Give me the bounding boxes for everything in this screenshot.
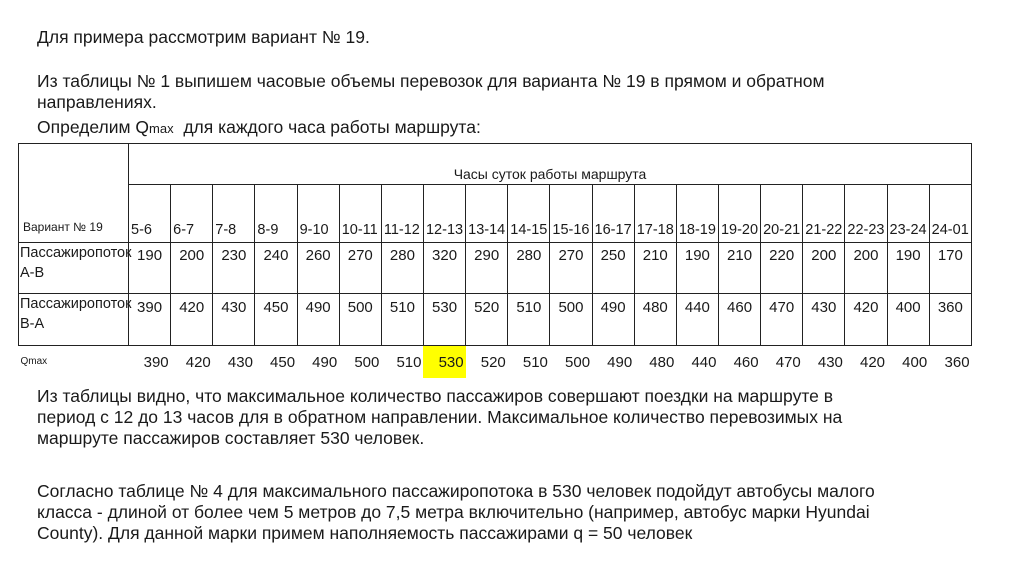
paragraph-line: Из таблицы видно, что максимальное количество пассажиров совершают поездки на маршруте в: [37, 386, 834, 406]
hour-header: 16-17: [592, 185, 634, 243]
row-label-qmax: Qmax: [20, 356, 48, 367]
qmax-cell: 390: [143, 353, 169, 371]
qmax-cell: 430: [227, 353, 253, 371]
paragraph-line: Из таблицы № 1 выпишем часовые объемы перевозок для варианта № 19 в прямом и обратном: [37, 71, 825, 91]
hour-header: 12-13: [423, 185, 465, 243]
table-cell: 400: [887, 294, 929, 346]
hour-header: 7-8: [213, 185, 255, 243]
hour-header: 5-6: [129, 185, 171, 243]
qmax-cell: 430: [817, 353, 843, 371]
table-cell: 510: [381, 294, 423, 346]
qmax-cell: 420: [860, 353, 886, 371]
qmax-cell: 520: [480, 353, 506, 371]
table-cell: 270: [339, 243, 381, 294]
table-cell: 480: [634, 294, 676, 346]
table-cell: 500: [550, 294, 592, 346]
table-cell: 420: [845, 294, 887, 346]
qmax-cell: 420: [185, 353, 211, 371]
table-cell: 200: [803, 243, 845, 294]
qmax-cell: 480: [649, 353, 675, 371]
table-cell: 210: [718, 243, 760, 294]
table-cell: 390: [129, 294, 171, 346]
table-cell: 470: [761, 294, 803, 346]
table-cell: 530: [423, 294, 465, 346]
table-cell: 190: [676, 243, 718, 294]
qmax-cell: 450: [270, 353, 296, 371]
qmax-cell: 460: [733, 353, 759, 371]
hour-header: 10-11: [339, 185, 381, 243]
table-corner-label: Вариант № 19: [19, 144, 129, 243]
table-cell: 170: [929, 243, 971, 294]
hour-header: 14-15: [508, 185, 550, 243]
table-cell: 190: [129, 243, 171, 294]
paragraph-line: направлениях.: [37, 92, 157, 112]
table-cell: 450: [255, 294, 297, 346]
table-cell: 240: [255, 243, 297, 294]
hour-header: 20-21: [761, 185, 803, 243]
paragraph-bus-selection: [37, 481, 875, 544]
paragraph-line: период с 12 до 13 часов для в обратном направлении. Максимальное количество перевозимых на: [37, 407, 843, 427]
hour-header: 17-18: [634, 185, 676, 243]
paragraph-line: County). Для данной марки примем наполняемость пассажирами q = 50 человек: [37, 523, 693, 543]
table-cell: 230: [213, 243, 255, 294]
table-cell: 520: [466, 294, 508, 346]
hour-header: 24-01: [929, 185, 971, 243]
qmax-cell: 490: [312, 353, 338, 371]
table-cell: 250: [592, 243, 634, 294]
table-cell: 510: [508, 294, 550, 346]
qmax-cell: 360: [944, 353, 970, 371]
table-cell: 260: [297, 243, 339, 294]
table-cell: 440: [676, 294, 718, 346]
table-cell: 280: [508, 243, 550, 294]
hour-header: 21-22: [803, 185, 845, 243]
paragraph-line: Согласно таблице № 4 для максимального пассажиропотока в 530 человек подойдут автобусы малого: [37, 481, 875, 501]
table-cell: 490: [592, 294, 634, 346]
hour-header: 13-14: [466, 185, 508, 243]
hour-header: 8-9: [255, 185, 297, 243]
qmax-cell: 500: [565, 353, 591, 371]
table-cell: 210: [634, 243, 676, 294]
table-cell: 220: [761, 243, 803, 294]
qmax-cell: 510: [522, 353, 548, 371]
hour-header: 15-16: [550, 185, 592, 243]
hour-header: 18-19: [676, 185, 718, 243]
table-cell: 420: [171, 294, 213, 346]
paragraph-line: маршруте пассажиров составляет 530 человек.: [37, 428, 425, 448]
qmax-line-suffix: для каждого часа работы маршрута:: [173, 117, 481, 137]
row-label-ab: Пассажиропоток А-В: [19, 243, 129, 294]
qmax-cell: 500: [354, 353, 380, 371]
hour-header: 9-10: [297, 185, 339, 243]
row-label-ba: Пассажиропоток В-А: [19, 294, 129, 346]
table-cell: 430: [803, 294, 845, 346]
qmax-cell: 470: [775, 353, 801, 371]
table-cell: 360: [929, 294, 971, 346]
qmax-line-subscript: max: [149, 121, 174, 136]
table-cell: 270: [550, 243, 592, 294]
hour-header: 6-7: [171, 185, 213, 243]
table-cell: 190: [887, 243, 929, 294]
hour-header: 23-24: [887, 185, 929, 243]
hours-span-header: Часы суток работы маршрута: [129, 144, 972, 185]
passenger-flow-table: [18, 143, 972, 378]
intro-text: Для примера рассмотрим вариант № 19.: [37, 27, 370, 47]
qmax-cell: 490: [607, 353, 633, 371]
paragraph-conclusion: [37, 386, 842, 449]
hour-header: 22-23: [845, 185, 887, 243]
table-cell: 320: [423, 243, 465, 294]
qmax-line-prefix: Определим Q: [37, 117, 150, 137]
qmax-definition-line: [37, 117, 481, 139]
table-cell: 500: [339, 294, 381, 346]
table-cell: 200: [171, 243, 213, 294]
table-cell: 290: [466, 243, 508, 294]
table-cell: 200: [845, 243, 887, 294]
qmax-cell: 440: [691, 353, 717, 371]
paragraph-line: класса - длиной от более чем 5 метров до 7,5 метра включительно (например, автобус марки Hyundai: [37, 502, 870, 522]
table-cell: 460: [718, 294, 760, 346]
paragraph-table-intro: [37, 71, 825, 113]
table-cell: 280: [381, 243, 423, 294]
hour-header: 19-20: [718, 185, 760, 243]
table-cell: 430: [213, 294, 255, 346]
hour-header: 11-12: [381, 185, 423, 243]
qmax-cell: 400: [902, 353, 928, 371]
qmax-cell-highlighted: 530: [423, 346, 465, 379]
table-cell: 490: [297, 294, 339, 346]
qmax-cell: 510: [396, 353, 422, 371]
